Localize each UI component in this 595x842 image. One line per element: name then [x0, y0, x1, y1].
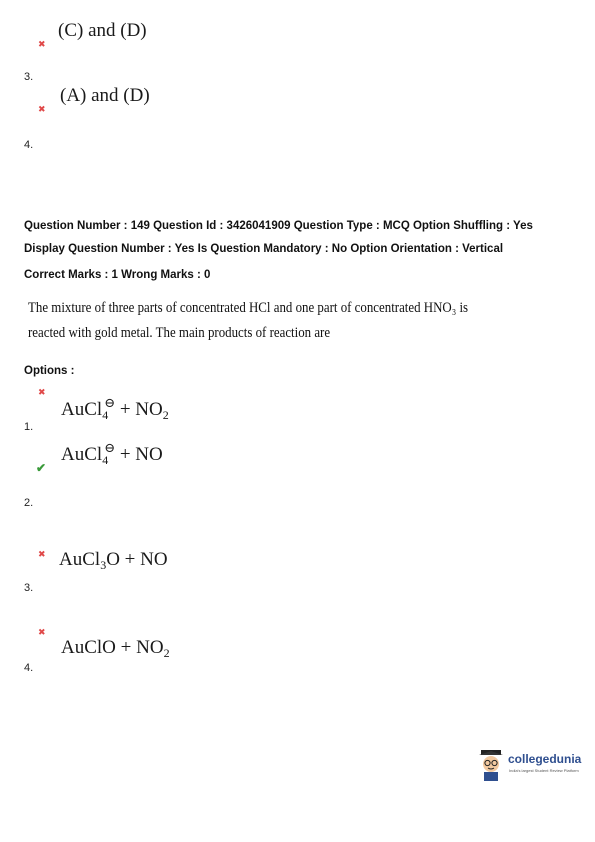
cross-icon: ✖: [38, 549, 46, 559]
cross-icon: ✖: [38, 387, 46, 397]
logo-name: collegedunia: [508, 752, 582, 766]
logo-tagline: India's largest Student Review Platform: [509, 768, 579, 773]
cross-icon: ✖: [38, 39, 46, 49]
question-text-line2: reacted with gold metal. The main products of reaction are: [28, 325, 331, 341]
cross-icon: ✖: [38, 104, 46, 114]
option-3-formula: AuCl$_3$O + NO: [59, 549, 168, 572]
question-meta-line1: Question Number : 149 Question Id : 3426041909 Question Type : MCQ Option Shuffling : Yes: [24, 220, 533, 232]
prev-option-number: 4.: [24, 139, 34, 151]
mascot-icon: [478, 748, 504, 782]
option-4-formula: AuClO + $NO_2$: [61, 637, 170, 660]
prev-option-text: (C) and (D): [58, 20, 147, 41]
check-icon: ✔: [36, 461, 47, 475]
collegedunia-logo: [478, 748, 588, 784]
option-2-formula: AuCl$_4$⊖ + NO: [61, 440, 163, 467]
option-number: 4.: [24, 662, 34, 674]
option-number: 3.: [24, 582, 34, 594]
cross-icon: ✖: [38, 627, 46, 637]
question-meta-line2: Display Question Number : Yes Is Question Mandatory : No Option Orientation : Vertical: [24, 243, 504, 255]
option-number: 1.: [24, 421, 34, 433]
question-text-line1: The mixture of three parts of concentrated HCl and one part of concentrated HNO₃ is: [28, 300, 469, 316]
options-label: Options :: [24, 365, 75, 377]
question-meta-line3: Correct Marks : 1 Wrong Marks : 0: [24, 269, 211, 281]
prev-option-number: 3.: [24, 71, 34, 83]
prev-option-text: (A) and (D): [60, 85, 150, 106]
option-1-formula: AuCl$_4$⊖ + $NO_2$: [61, 395, 169, 422]
option-number: 2.: [24, 497, 34, 509]
